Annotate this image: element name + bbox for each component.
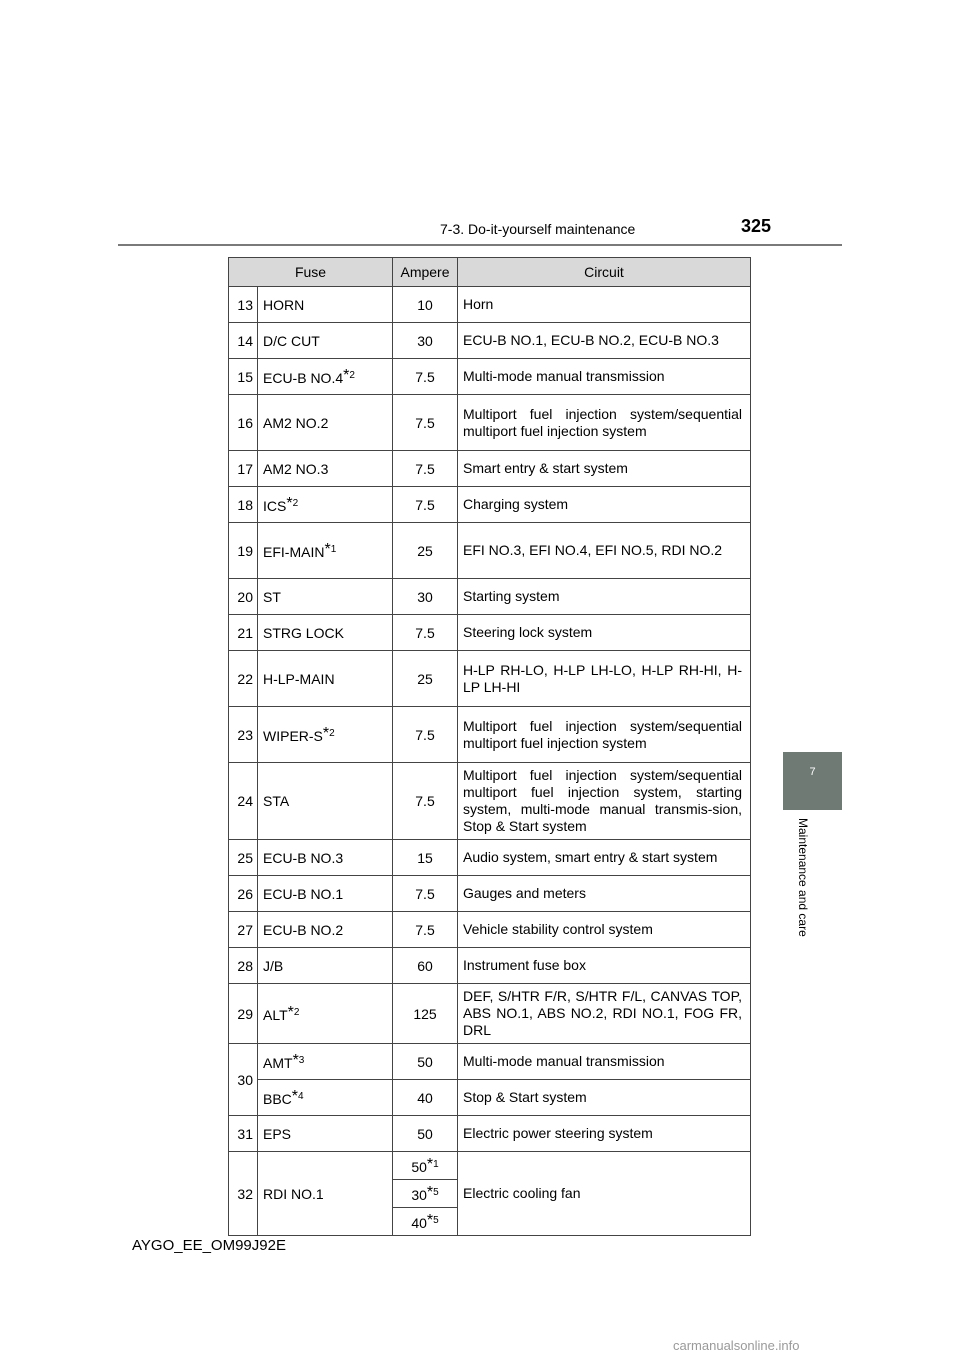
footnote-marker: *5 — [426, 1212, 439, 1229]
table-row — [229, 323, 751, 359]
fuse-ampere: 30 — [393, 323, 458, 359]
footnote-marker: *5 — [426, 1184, 439, 1201]
fuse-circuit: ECU-B NO.1, ECU-B NO.2, ECU-B NO.3 — [458, 323, 751, 359]
column-header-fuse: Fuse — [229, 258, 393, 287]
fuse-number: 21 — [229, 615, 258, 651]
fuse-name: ECU-B NO.4$^{*2}$ — [258, 359, 393, 395]
table-row — [229, 579, 751, 615]
fuse-table — [228, 257, 751, 1236]
table-row — [229, 615, 751, 651]
fuse-table-body — [229, 287, 751, 1236]
fuse-ampere: 50 — [393, 1116, 458, 1152]
column-header-ampere: Ampere — [393, 258, 458, 287]
table-row — [229, 651, 751, 707]
fuse-name: AMT$^{*3}$ — [258, 1044, 393, 1080]
table-row — [229, 451, 751, 487]
table-row — [229, 876, 751, 912]
fuse-name: ALT$^{*2}$ — [258, 984, 393, 1044]
fuse-name: ECU-B NO.2 — [258, 912, 393, 948]
fuse-number: 13 — [229, 287, 258, 323]
fuse-circuit: Multi-mode manual transmission — [458, 359, 751, 395]
fuse-circuit: Multiport fuel injection system/sequential multiport fuel injection system, starting system, multi-mode manual transmis-sion, Stop & Start system — [458, 763, 751, 840]
fuse-circuit: Vehicle stability control system — [458, 912, 751, 948]
fuse-ampere: 40$^{*5}$ — [393, 1208, 458, 1236]
fuse-number: 22 — [229, 651, 258, 707]
fuse-number: 31 — [229, 1116, 258, 1152]
fuse-circuit: Smart entry & start system — [458, 451, 751, 487]
fuse-number: 15 — [229, 359, 258, 395]
fuse-name: AM2 NO.3 — [258, 451, 393, 487]
table-row — [229, 523, 751, 579]
footnote-marker: *2 — [343, 367, 355, 384]
fuse-circuit: Multi-mode manual transmission — [458, 1044, 751, 1080]
table-row — [229, 984, 751, 1044]
table-row — [229, 395, 751, 451]
document-code: AYGO_EE_OM99J92E — [132, 1237, 286, 1254]
fuse-name: WIPER-S$^{*2}$ — [258, 707, 393, 763]
chapter-tab: 7 — [783, 752, 842, 810]
fuse-name: ICS$^{*2}$ — [258, 487, 393, 523]
table-row — [229, 840, 751, 876]
footnote-marker: *1 — [426, 1156, 439, 1173]
fuse-name: RDI NO.1 — [258, 1152, 393, 1236]
fuse-number: 32 — [229, 1152, 258, 1236]
fuse-ampere: 7.5 — [393, 487, 458, 523]
fuse-number: 14 — [229, 323, 258, 359]
fuse-circuit: Charging system — [458, 487, 751, 523]
fuse-circuit: Steering lock system — [458, 615, 751, 651]
table-header-row — [229, 258, 751, 287]
fuse-name: HORN — [258, 287, 393, 323]
footnote-marker: *3 — [292, 1052, 305, 1069]
fuse-name: AM2 NO.2 — [258, 395, 393, 451]
fuse-name: ST — [258, 579, 393, 615]
table-row — [229, 287, 751, 323]
fuse-ampere: 25 — [393, 651, 458, 707]
fuse-name: EFI-MAIN$^{*1}$ — [258, 523, 393, 579]
fuse-ampere: 50 — [393, 1044, 458, 1080]
footnote-marker: *2 — [286, 495, 299, 512]
fuse-circuit: Stop & Start system — [458, 1080, 751, 1116]
fuse-ampere: 15 — [393, 840, 458, 876]
footnote-marker: *2 — [287, 1004, 300, 1021]
table-row — [229, 1152, 751, 1180]
header-divider — [118, 244, 842, 246]
fuse-circuit: Gauges and meters — [458, 876, 751, 912]
fuse-name: BBC$^{*4}$ — [258, 1080, 393, 1116]
fuse-number: 20 — [229, 579, 258, 615]
table-row — [229, 763, 751, 840]
fuse-ampere: 60 — [393, 948, 458, 984]
table-row — [229, 487, 751, 523]
fuse-name: D/C CUT — [258, 323, 393, 359]
fuse-ampere: 25 — [393, 523, 458, 579]
fuse-name: ECU-B NO.1 — [258, 876, 393, 912]
table-row — [229, 948, 751, 984]
footnote-marker: *1 — [324, 541, 337, 558]
section-title: 7-3. Do-it-yourself maintenance — [440, 221, 636, 237]
fuse-number: 30 — [229, 1044, 258, 1116]
table-row — [229, 1044, 751, 1080]
fuse-ampere: 7.5 — [393, 359, 458, 395]
fuse-number: 19 — [229, 523, 258, 579]
fuse-name: H-LP-MAIN — [258, 651, 393, 707]
fuse-circuit: Multiport fuel injection system/sequential multiport fuel injection system — [458, 395, 751, 451]
fuse-name: STRG LOCK — [258, 615, 393, 651]
fuse-circuit: H-LP RH-LO, H-LP LH-LO, H-LP RH-HI, H-LP LH-HI — [458, 651, 751, 707]
table-row — [229, 1116, 751, 1152]
fuse-circuit: EFI NO.3, EFI NO.4, EFI NO.5, RDI NO.2 — [458, 523, 751, 579]
fuse-ampere: 10 — [393, 287, 458, 323]
fuse-circuit: Horn — [458, 287, 751, 323]
chapter-label: Maintenance and care — [796, 818, 810, 937]
fuse-ampere: 50$^{*1}$ — [393, 1152, 458, 1180]
fuse-ampere: 40 — [393, 1080, 458, 1116]
fuse-number: 25 — [229, 840, 258, 876]
fuse-number: 16 — [229, 395, 258, 451]
fuse-name: STA — [258, 763, 393, 840]
watermark: carmanualsonline.info — [673, 1338, 800, 1353]
fuse-circuit: Starting system — [458, 579, 751, 615]
fuse-number: 17 — [229, 451, 258, 487]
table-row — [229, 912, 751, 948]
footnote-marker: *4 — [291, 1088, 304, 1105]
fuse-number: 23 — [229, 707, 258, 763]
footnote-marker: *2 — [322, 725, 335, 742]
table-row — [229, 1080, 751, 1116]
fuse-name: EPS — [258, 1116, 393, 1152]
fuse-circuit: Electric power steering system — [458, 1116, 751, 1152]
fuse-ampere: 125 — [393, 984, 458, 1044]
fuse-number: 18 — [229, 487, 258, 523]
fuse-ampere: 7.5 — [393, 615, 458, 651]
page-number: 325 — [741, 216, 772, 236]
fuse-name: ECU-B NO.3 — [258, 840, 393, 876]
fuse-ampere: 7.5 — [393, 395, 458, 451]
fuse-name: J/B — [258, 948, 393, 984]
fuse-circuit: Electric cooling fan — [458, 1152, 751, 1236]
column-header-circuit: Circuit — [458, 258, 751, 287]
fuse-number: 24 — [229, 763, 258, 840]
fuse-ampere: 30$^{*5}$ — [393, 1180, 458, 1208]
fuse-ampere: 30 — [393, 579, 458, 615]
table-row — [229, 359, 751, 395]
fuse-ampere: 7.5 — [393, 912, 458, 948]
fuse-ampere: 7.5 — [393, 876, 458, 912]
fuse-circuit: Multiport fuel injection system/sequential multiport fuel injection system — [458, 707, 751, 763]
fuse-ampere: 7.5 — [393, 763, 458, 840]
table-row — [229, 707, 751, 763]
fuse-circuit: Audio system, smart entry & start system — [458, 840, 751, 876]
fuse-number: 29 — [229, 984, 258, 1044]
fuse-circuit: Instrument fuse box — [458, 948, 751, 984]
fuse-ampere: 7.5 — [393, 451, 458, 487]
fuse-number: 26 — [229, 876, 258, 912]
fuse-number: 28 — [229, 948, 258, 984]
fuse-ampere: 7.5 — [393, 707, 458, 763]
fuse-number: 27 — [229, 912, 258, 948]
fuse-circuit: DEF, S/HTR F/R, S/HTR F/L, CANVAS TOP, ABS NO.1, ABS NO.2, RDI NO.1, FOG FR, DRL — [458, 984, 751, 1044]
